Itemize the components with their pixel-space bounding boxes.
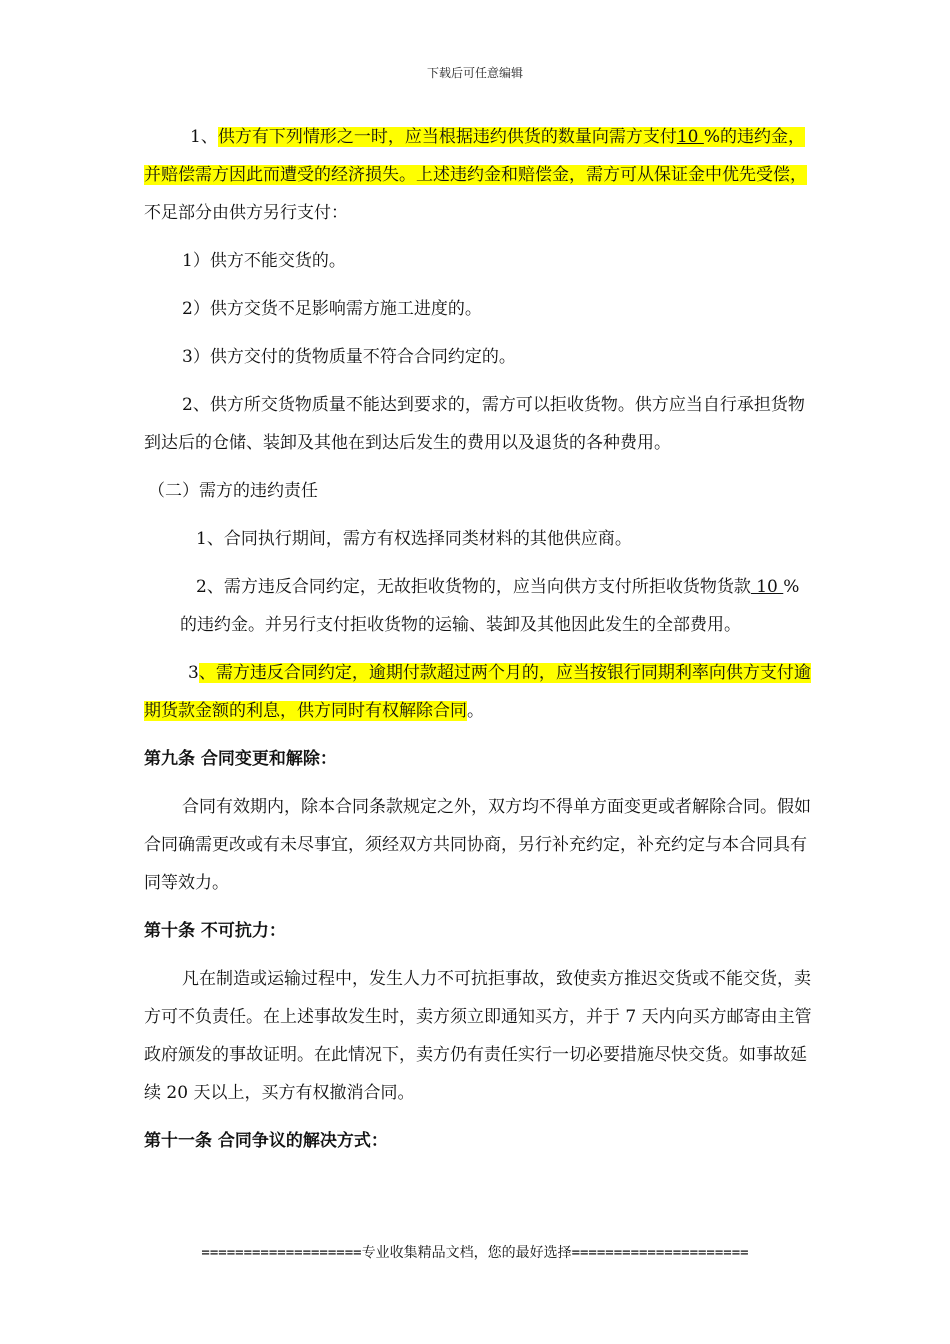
highlighted-text: 供方有下列情形之一时，应当根据违约供货的数量向需方支付 (217, 127, 677, 147)
article-10-title: 第十条 不可抗力： (144, 921, 286, 941)
article-10-body: 凡在制造或运输过程中，发生人力不可抗拒事故，致使卖方推迟交货或不能交货，卖方可不负责任。在上述事故发生时，卖方须立即通知买方，并于 7 天内向买方邮寄由主管政府颁发的事故证明。在此情况下，卖方仍有责任实行一切必要措施尽快交货。如事故延续 20 天以上，买方有权撤消合同。 (144, 969, 812, 1103)
list-item: 1）供方不能交货的。 (182, 251, 346, 271)
paragraph-tail: 不足部分由供方另行支付： (144, 203, 348, 223)
paragraph-text: 2、需方违反合同约定，无故拒收货物的，应当向供方支付所拒收货物货款 (196, 577, 751, 597)
list-item: 2）供方交货不足影响需方施工进度的。 (182, 299, 482, 319)
list-item: 3）供方交付的货物质量不符合合同约定的。 (182, 347, 516, 367)
penalty-rate: 10 (676, 127, 704, 147)
article-9-body: 合同有效期内，除本合同条款规定之外，双方均不得单方面变更或者解除合同。假如合同确需更改或有未尽事宜，须经双方共同协商，另行补充约定，补充约定与本合同具有同等效力。 (144, 797, 811, 893)
highlighted-text: %的违约金，并赔偿需方因此而遭受的经济损失。上述违约金和赔偿金，需方可从保证金中优先受偿， (144, 127, 807, 185)
paragraph-number: 1、 (190, 127, 218, 147)
paragraph-tail: 。 (467, 701, 484, 721)
paragraph-buyer-3 (144, 654, 816, 730)
paragraph-number: 3 (188, 663, 199, 683)
highlighted-text: 、需方违反合同约定，逾期付款超过两个月的，应当按银行同期利率向供方支付逾期货款金额的利息，供方同时有权解除合同 (144, 663, 811, 721)
page-footer: ===================专业收集精品文档，您的最好选择===================== (201, 1245, 749, 1261)
document-body (144, 118, 816, 1170)
paragraph-quality-rejection: 2、供方所交货物质量不能达到要求的，需方可以拒收货物。供方应当自行承担货物到达后的仓储、装卸及其他在到达后发生的费用以及退货的各种费用。 (144, 395, 805, 453)
paragraph-buyer-1: 1、合同执行期间，需方有权选择同类材料的其他供应商。 (196, 529, 632, 549)
article-11-title: 第十一条 合同争议的解决方式： (144, 1131, 388, 1151)
section-title: （二）需方的违约责任 (148, 481, 318, 501)
paragraph-buyer-2 (144, 568, 816, 644)
paragraph-text: %的违约金。并另行支付拒收货物的运输、装卸及其他因此发生的全部费用。 (180, 577, 800, 635)
article-9-title: 第九条 合同变更和解除： (144, 749, 337, 769)
page-header: 下载后可任意编辑 (426, 66, 523, 80)
paragraph-supplier-penalty (144, 118, 816, 232)
penalty-rate: 10 (750, 577, 784, 597)
